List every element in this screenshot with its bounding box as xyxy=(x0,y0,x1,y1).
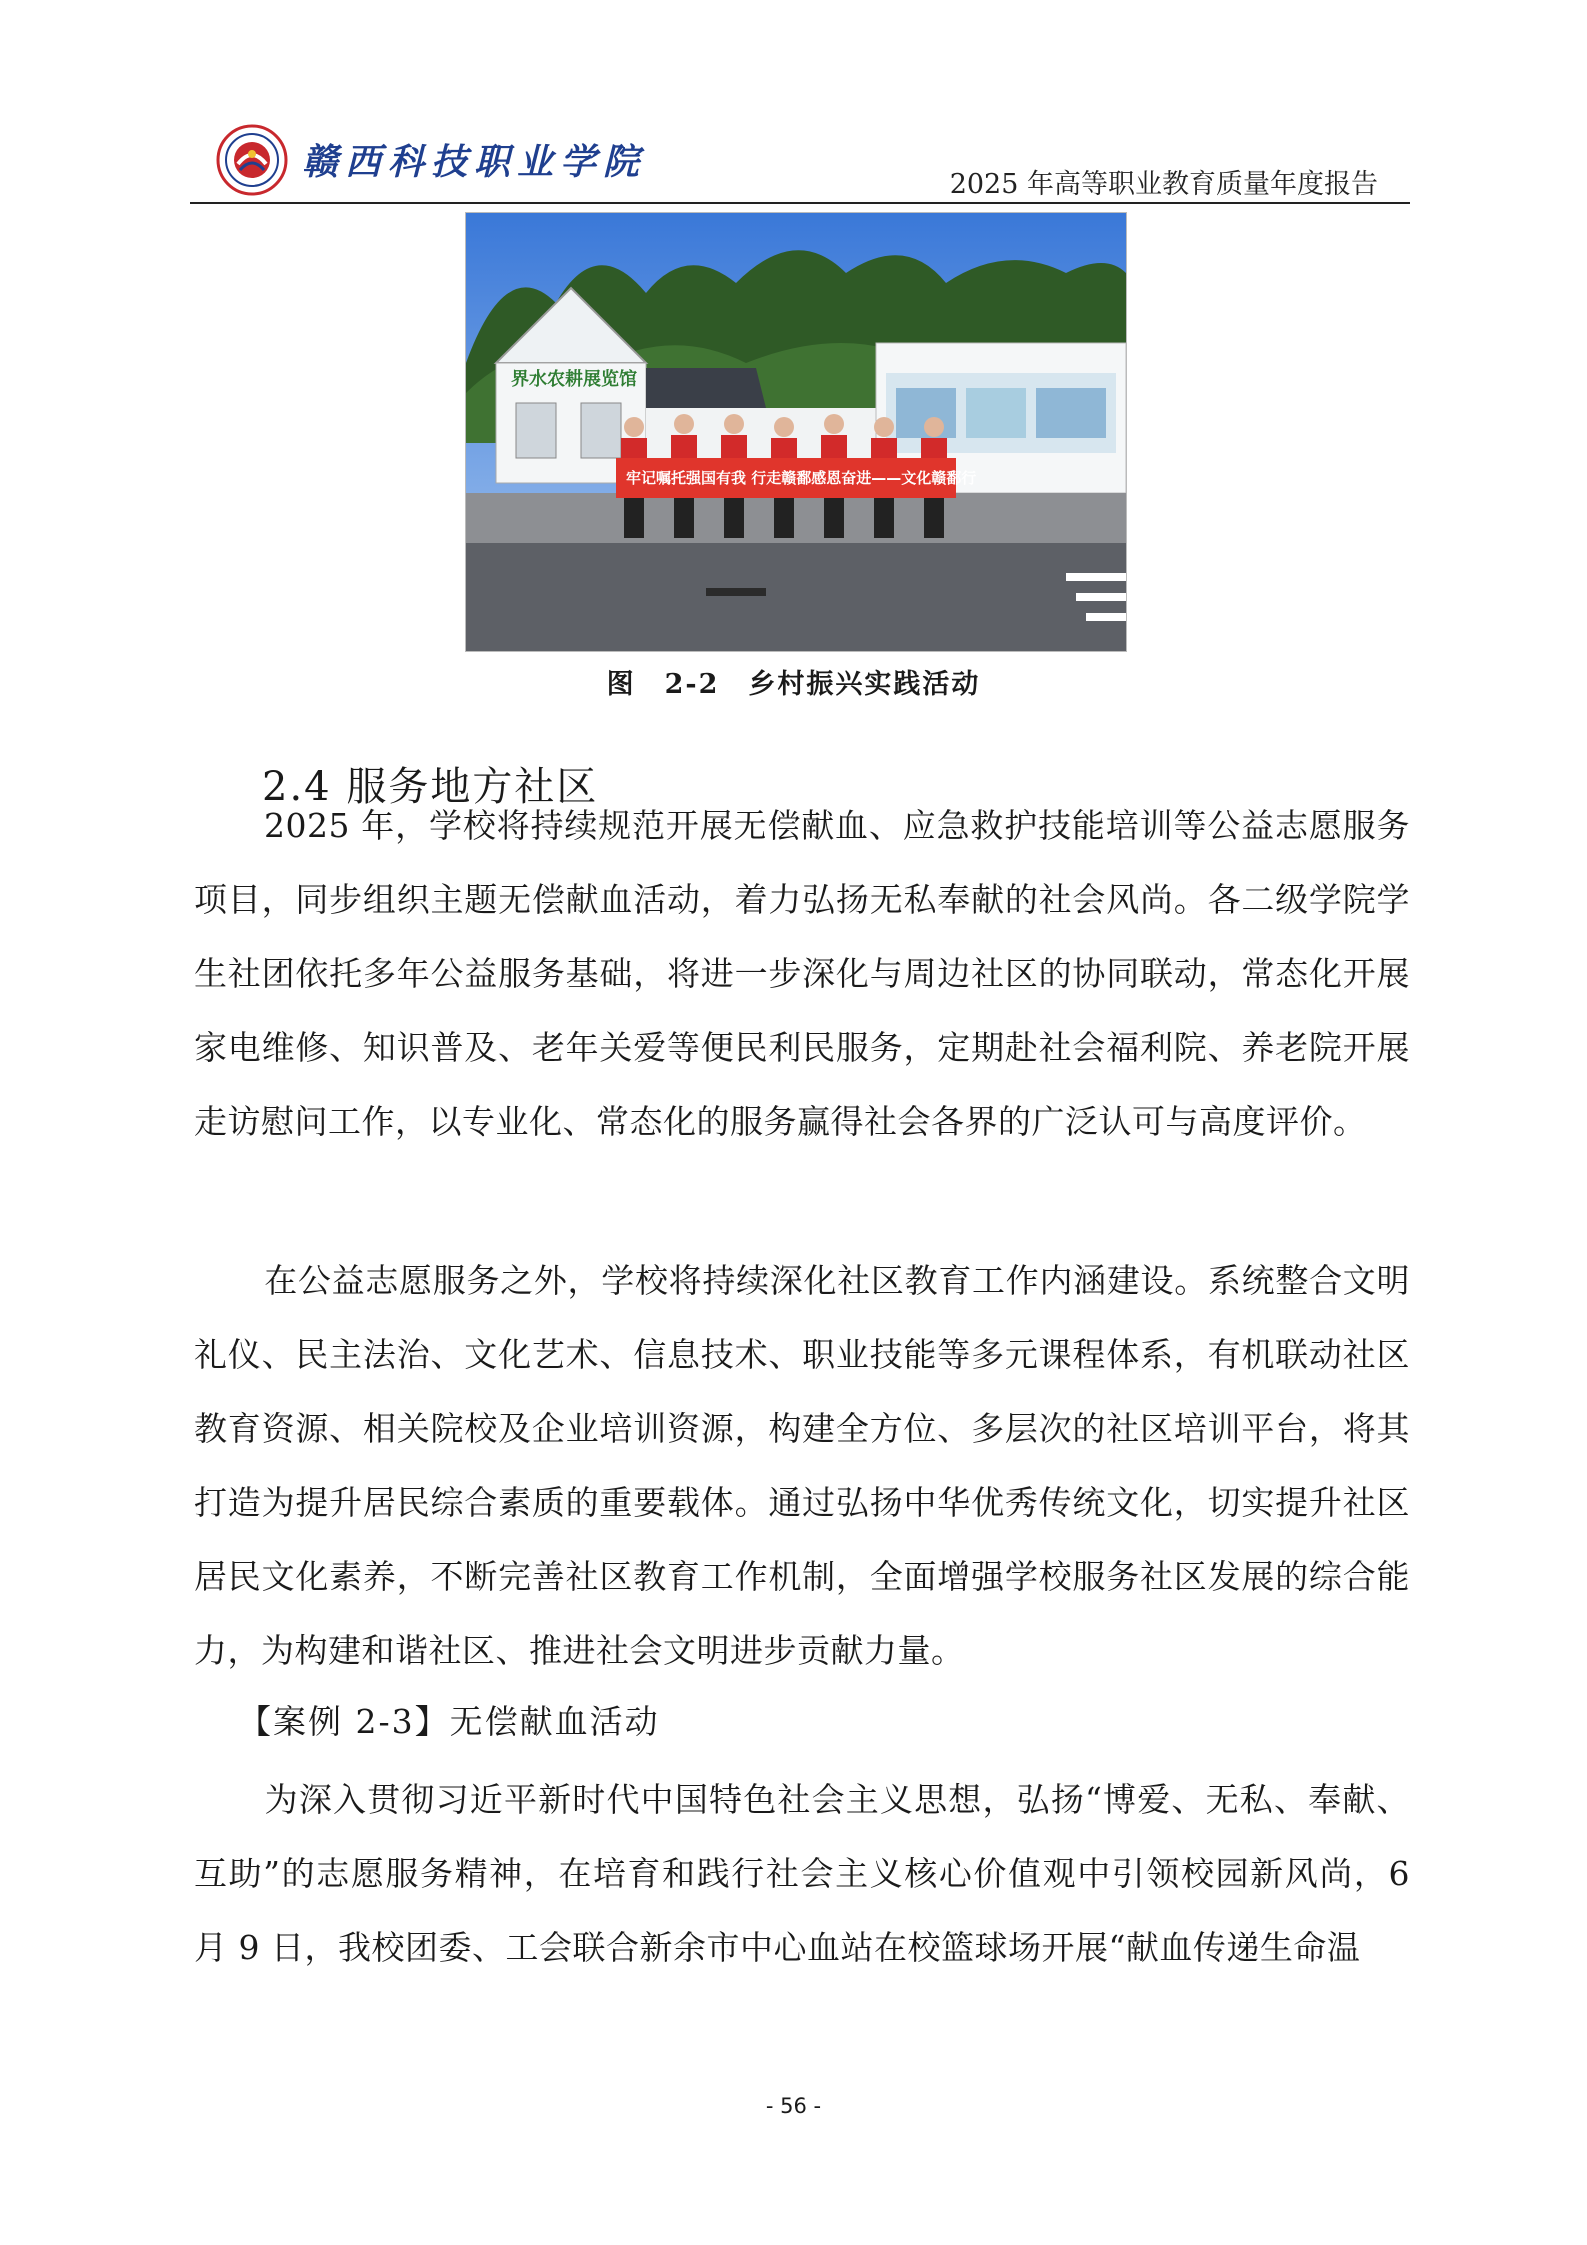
paragraph-community-education xyxy=(194,1244,1410,1688)
paragraph-text: 2025 年，学校将持续规范开展无偿献血、应急救护技能培训等公益志愿服务项目，同步组织主题无偿献血活动，着力弘扬无私奉献的社会风尚。各二级学院学生社团依托多年公益服务基础，将进一步深化与周边社区的协同联动，常态化开展家电维修、知识普及、老年关爱等便民利民服务，定期赴社会福利院、养老院开展走访慰问工作，以专业化、常态化的服务赢得社会各界的广泛认可与高度评价。 xyxy=(194,806,1410,1141)
rural-revitalization-photo xyxy=(465,212,1127,652)
paragraph-blood-donation xyxy=(194,1763,1410,1985)
figure-caption: 图 2-2 乡村振兴实践活动 xyxy=(606,669,981,700)
paragraph-community-service xyxy=(194,789,1410,1159)
paragraph-text: 在公益志愿服务之外，学校将持续深化社区教育工作内涵建设。系统整合文明礼仪、民主法治、文化艺术、信息技术、职业技能等多元课程体系，有机联动社区教育资源、相关院校及企业培训资源，构建全方位、多层次的社区培训平台，将其打造为提升居民综合素质的重要载体。通过弘扬中华优秀传统文化，切实提升社区居民文化素养，不断完善社区教育工作机制，全面增强学校服务社区发展的综合能力，为构建和谐社区、推进社会文明进步贡献力量。 xyxy=(194,1261,1410,1670)
page-header xyxy=(190,116,1410,202)
report-title: 2025 年高等职业教育质量年度报告 xyxy=(949,169,1378,200)
section-heading: 2.4 服务地方社区 xyxy=(262,764,599,811)
case-title: 【案例 2-3】无偿献血活动 xyxy=(238,1702,660,1741)
photo-banner-text: 牢记嘱托强国有我 行走赣鄱感恩奋进——文化赣鄱行 xyxy=(626,469,977,487)
photo-sign-text: 界水农耕展览馆 xyxy=(511,369,637,390)
school-name: 赣西科技职业学院 xyxy=(302,141,647,183)
school-emblem-icon xyxy=(216,124,288,196)
page-number: - 56 - xyxy=(765,2094,822,2118)
paragraph-text: 为深入贯彻习近平新时代中国特色社会主义思想，弘扬“博爱、无私、奉献、互助”的志愿服务精神，在培育和践行社会主义核心价值观中引领校园新风尚，6 月 9 日，我校团委、工会联合新余市中心血站在校篮球场开展“献血传递生命温 xyxy=(194,1780,1410,1967)
header-divider xyxy=(190,202,1410,204)
